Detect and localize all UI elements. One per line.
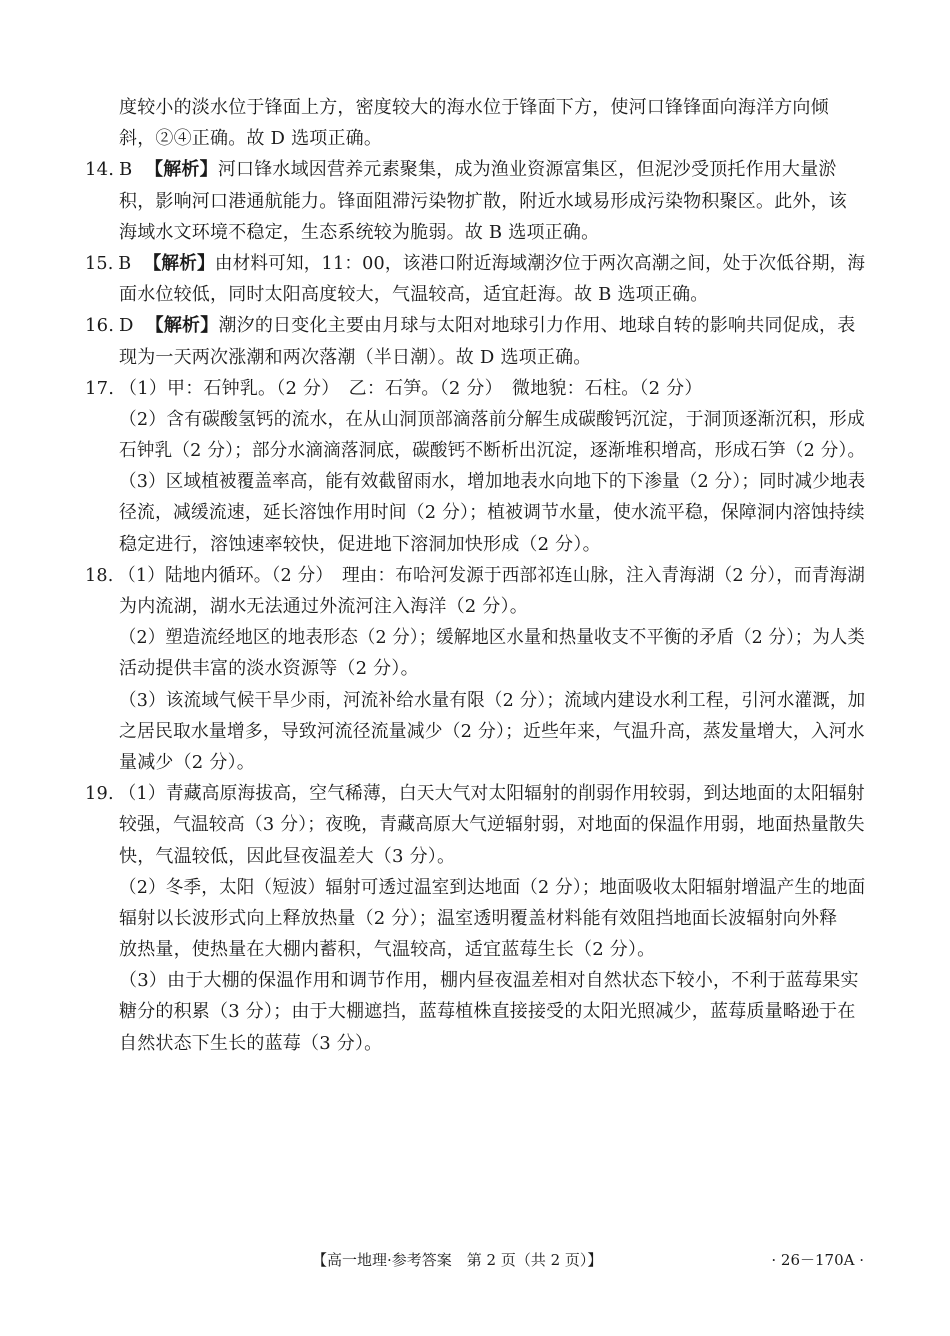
line-text: 稳定进行，溶蚀速率较快，促进地下溶洞加快形成（2 分）。 [119,533,601,555]
question-number: 19. [85,783,114,805]
text-line [85,342,865,373]
line-text: （1）青藏高原海拔高，空气稀薄，白天大气对太阳辐射的削弱作用较弱，到达地面的太阳辐射 [118,783,865,805]
line-text: 为内流湖，湖水无法通过外流河注入海洋（2 分）。 [119,596,528,617]
line-text: （1）陆地内循环。（2 分） 理由：布哈河发源于西部祁连山脉，注入青海湖（2 分），而青海湖 [118,564,865,586]
line-text: 由材料可知，11：00，该港口附近海域潮汐位于两次高潮之间，处于次低谷期，海 [214,252,866,274]
text-line [85,622,865,653]
analysis-tag: 【解析】 [145,315,219,337]
text-line [85,123,865,154]
text-line [85,529,865,560]
question-number: 18. [85,564,114,586]
text-line [85,186,865,217]
text-line [85,778,865,809]
line-text: 潮汐的日变化主要由月球与太阳对地球引力作用、地球自转的影响共同促成，表 [218,315,856,337]
footer-code: · 26－170A · [771,1251,864,1269]
line-text: 快，气温较低，因此昼夜温差大（3 分）。 [119,845,456,867]
line-text: （3）区域植被覆盖率高，能有效截留雨水，增加地表水向地下的下渗量（2 分）；同时减少地表 [119,471,866,493]
question-number: 15. [85,252,114,274]
line-text: 面水位较低，同时太阳高度较大，气温较高，适宜赶海。故 B 选项正确。 [119,284,709,306]
text-line [85,248,865,279]
text-line [85,716,865,747]
answer-letter: D [119,315,134,337]
text-line [85,872,865,903]
line-text: 糖分的积累（3 分）；由于大棚遮挡，蓝莓植株直接接受的太阳光照减少，蓝莓质量略逊于在 [119,1001,856,1023]
text-line [85,809,865,840]
line-text: （1）甲：石钟乳。（2 分） 乙：石笋。（2 分） 微地貌：石柱。（2 分） [119,377,703,399]
line-text: （3）由于大棚的保温作用和调节作用，棚内昼夜温差相对自然状态下较小，不利于蓝莓果实 [119,970,859,992]
line-text: 自然状态下生长的蓝莓（3 分）。 [119,1032,383,1054]
line-text: 石钟乳（2 分）；部分水滴滴落洞底，碳酸钙不断析出沉淀，逐渐堆积增高，形成石笋（2 分）。 [119,440,866,462]
line-text: 径流，减缓流速，延长溶蚀作用时间（2 分）；植被调节水量，使水流平稳，保障洞内溶蚀持续 [119,502,865,524]
line-text: （2）含有碳酸氢钙的流水，在从山洞顶部滴落前分解生成碳酸钙沉淀，于洞顶逐渐沉积，形成 [119,408,865,430]
text-line [85,373,865,404]
text-line [85,903,865,934]
line-text: 量减少（2 分）。 [119,751,255,773]
text-line [85,685,865,716]
line-text: 河口锋水域因营养元素聚集，成为渔业资源富集区，但泥沙受顶托作用大量淤 [217,159,837,181]
line-text: （2）塑造流经地区的地表形态（2 分）；缓解地区水量和热量收支不平衡的矛盾（2 分）；为人类 [119,627,865,649]
text-line [85,1028,865,1059]
text-line [85,279,865,310]
footer-title: 【高一地理·参考答案 第 2 页（共 2 页）】 [312,1251,603,1269]
line-text: 斜，②④正确。故 D 选项正确。 [119,128,383,150]
text-line [85,435,865,466]
line-text: 之居民取水量增多，导致河流径流量减少（2 分）；近些年来，气温升高，蒸发量增大，入河水 [119,720,865,742]
text-line [85,653,865,684]
text-line [85,310,865,341]
text-line [85,841,865,872]
answer-text [85,92,865,1059]
analysis-tag: 【解析】 [143,252,215,274]
text-line [85,466,865,497]
answer-letter: B [118,252,132,274]
line-text: 积，影响河口港通航能力。锋面阻滞污染物扩散，附近水域易形成污染物积聚区。此外，该 [119,190,847,212]
text-line [85,934,865,965]
text-line [85,154,865,185]
answer-letter: B [119,159,133,181]
question-number: 16. [85,315,115,337]
line-text: 放热量，使热量在大棚内蓄积，气温较高，适宜蓝莓生长（2 分）。 [119,939,656,961]
question-number: 14. [85,159,115,181]
line-text: （2）冬季，太阳（短波）辐射可透过温室到达地面（2 分）；地面吸收太阳辐射增温产生的地面 [119,876,866,898]
text-line [85,404,865,435]
line-text: 辐射以长波形式向上释放热量（2 分）；温室透明覆盖材料能有效阻挡地面长波辐射向外释 [119,907,838,929]
text-line [85,497,865,528]
line-text: 活动提供丰富的淡水资源等（2 分）。 [119,658,419,680]
text-line [85,92,865,123]
line-text: 现为一天两次涨潮和两次落潮（半日潮）。故 D 选项正确。 [119,346,592,368]
line-text: 较强，气温较高（3 分）；夜晚，青藏高原大气逆辐射弱，对地面的保温作用弱，地面热量散失 [119,814,865,836]
text-line [85,591,865,622]
line-text: （3）该流域气候干旱少雨，河流补给水量有限（2 分）；流域内建设水利工程，引河水灌溉，加 [119,689,866,711]
page-footer [0,1248,950,1272]
line-text: 海域水文环境不稳定，生态系统较为脆弱。故 B 选项正确。 [119,221,600,243]
text-line [85,560,865,591]
text-line [85,747,865,778]
analysis-tag: 【解析】 [145,159,218,181]
line-text: 度较小的淡水位于锋面上方，密度较大的海水位于锋面下方，使河口锋锋面向海洋方向倾 [119,97,829,118]
text-line [85,217,865,248]
text-line [85,965,865,996]
text-line [85,996,865,1027]
question-number: 17. [85,377,115,399]
